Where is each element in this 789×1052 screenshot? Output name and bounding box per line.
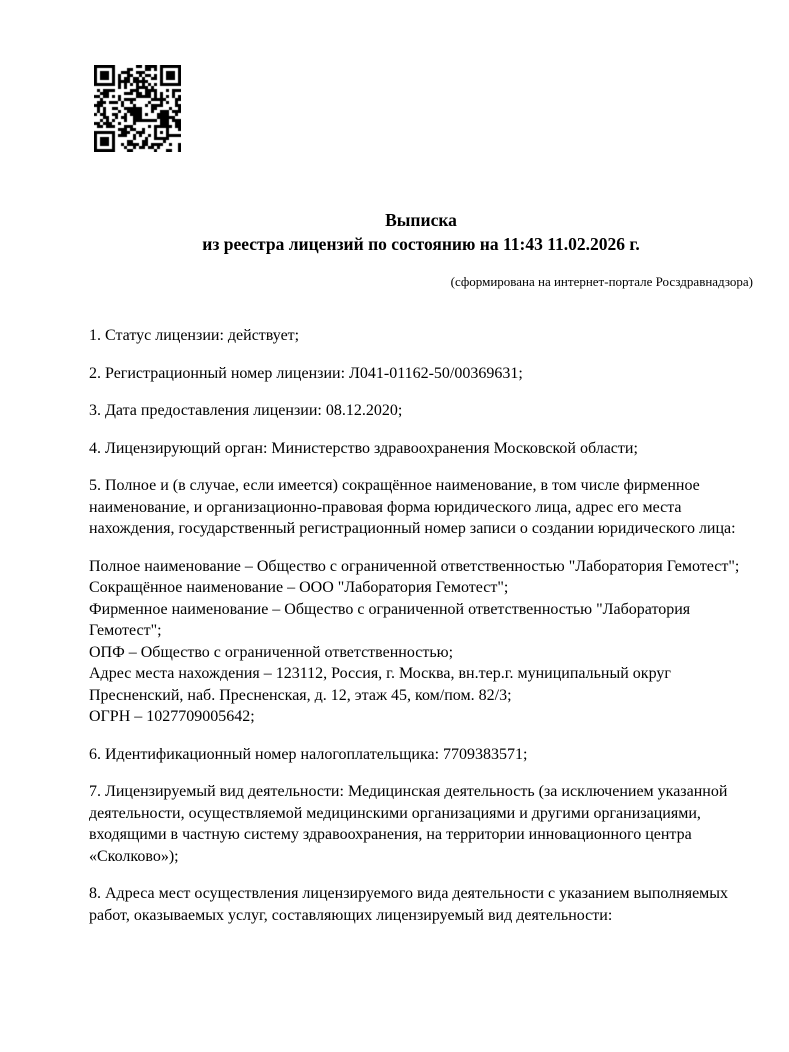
clause-registration-number: 2. Регистрационный номер лицензии: Л041-01162-50/00369631;: [89, 364, 523, 382]
org-ogrn: ОГРН – 1027709005642;: [89, 708, 255, 725]
title-line-2: из реестра лицензий по состоянию на 11:43 11.02.2026 г.: [202, 234, 640, 254]
clause-grant-date: 3. Дата предоставления лицензии: 08.12.2020;: [89, 402, 403, 419]
document-body: [89, 325, 757, 942]
organization-details: [89, 556, 757, 728]
org-brand-name: Фирменное наименование – Общество с ограниченной ответственностью "Лаборатория Гемотест";: [89, 600, 691, 639]
clause-activity-type: 7. Лицензируемый вид деятельности: Медицинская деятельность (за исключением указанной деятельности, осуществляемой медицинскими организациями и другими организациями, входящими в частную систему здравоохранения, на территории инновационного центра «Сколково»);: [89, 783, 728, 865]
clause-inn: 6. Идентификационный номер налогоплательщика: 7709383571;: [89, 745, 528, 763]
title-line-1: Выписка: [385, 210, 457, 230]
org-short-name: Сокращённое наименование – ООО "Лаборатория Гемотест";: [89, 579, 509, 596]
formation-note: (сформирована на интернет-портале Росздравнадзора): [450, 274, 753, 289]
qr-code: [94, 65, 181, 152]
org-full-name: Полное наименование – Общество с ограниченной ответственностью "Лаборатория Гемотест";: [89, 557, 740, 575]
clause-licensing-authority: 4. Лицензирующий орган: Министерство здравоохранения Московской области;: [89, 439, 638, 457]
org-address: Адрес места нахождения – 123112, Россия, г. Москва, вн.тер.г. муниципальный округ Пресненский, наб. Пресненская, д. 12, этаж 45, ком/пом. 82/3;: [89, 665, 671, 704]
clause-license-status: 1. Статус лицензии: действует;: [89, 327, 300, 344]
clause-activity-addresses: 8. Адреса мест осуществления лицензируемого вида деятельности с указанием выполняемых работ, оказываемых услуг, составляющих лицензируемый вид деятельности:: [89, 885, 729, 924]
clause-organization-intro: 5. Полное и (в случае, если имеется) сокращённое наименование, в том числе фирменное наименование, и организационно-правовая форма юридического лица, адрес его места нахождения, государственный регистрационный номер записи о создании юридического лица:: [89, 477, 736, 537]
org-opf: ОПФ – Общество с ограниченной ответственностью;: [89, 643, 454, 661]
document-title: [89, 208, 753, 256]
